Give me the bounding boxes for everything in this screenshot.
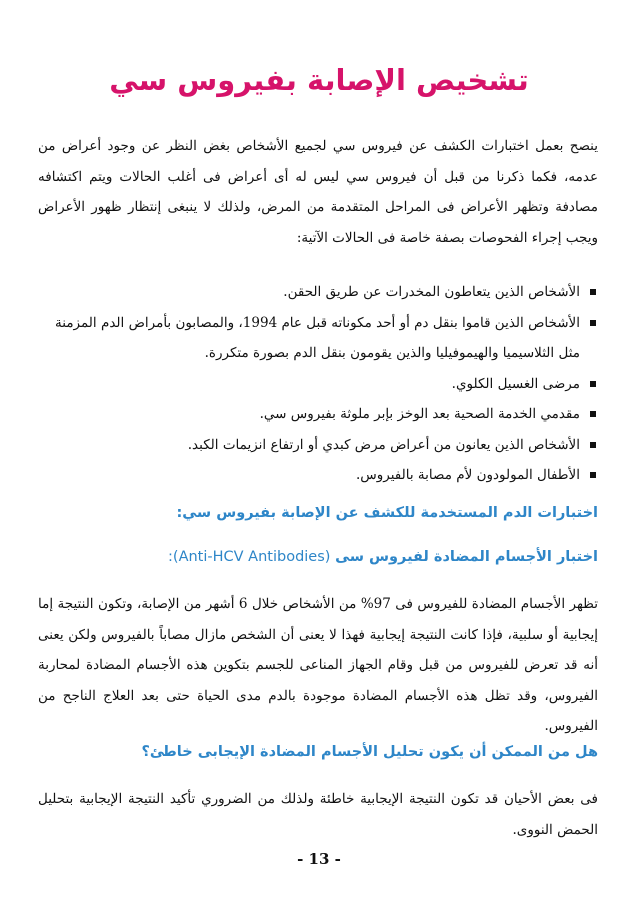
intro-paragraph: ينصح بعمل اختبارات الكشف عن فيروس سي لجميع الأشخاص بغض النظر عن وجود أعراض من عدمه، فكما ذكرنا من قبل أن فيروس سي ليس له أى أعراض فى أغلب الحالات ويتم اكتشافه مصادفة وتظهر الأعراض فى المراحل المتقدمة من المرض، ولذلك لا ينبغى إنتظار ظهور الأعراض ويجب إجراء الفحوصات بصفة خاصة فى الحالات الآتية:	[38, 138, 598, 246]
bullet-square-icon	[590, 289, 596, 295]
list-item-text: الأشخاص الذين يعانون من أعراض مرض كبدي أو ارتفاع انزيمات الكبد.	[187, 436, 580, 453]
list-item-text: الأطفال المولودون لأم مصابة بالفيروس.	[355, 467, 580, 483]
bullet-square-icon	[590, 442, 596, 448]
antibody-test-heading-arabic: اختبار الأجسام المضادة لفيروس سى	[335, 549, 598, 565]
antibody-test-heading-colon: :	[168, 549, 173, 565]
false-positive-heading: هل من الممكن أن يكون تحليل الأجسام المضادة الإيجابى خاطئ؟	[141, 744, 598, 760]
list-item-text: الأشخاص الذين يتعاطون المخدرات عن طريق الحقن.	[283, 284, 580, 300]
bullet-square-icon	[590, 472, 596, 478]
blood-tests-heading: اختبارات الدم المستخدمة للكشف عن الإصابة بفيروس سي:	[176, 505, 598, 521]
page-number: - 13 -	[297, 850, 341, 868]
list-item	[38, 277, 598, 308]
list-item	[38, 308, 598, 369]
antibody-paragraph: تظهر الأجسام المضادة للفيروس فى 97% من الأشخاص خلال 6 أشهر من الإصابة، وتكون النتيجة إما إيجابية أو سلبية، فإذا كانت النتيجة إيجابية فهذا لا يعنى أن الشخص مازال مصاباً بالفيروس ولكن يعنى أنه قد تعرض للفيروس من قبل وقام الجهاز المناعى للجسم بتكوين هذه الأجسام المضادة لمحاربة الفيروس، وقد تظل هذه الأجسام المضادة موجودة بالدم مدى الحياة حتى بعد العلاج الناجح من الفيروس.	[38, 596, 599, 734]
false-positive-paragraph: فى بعض الأحيان قد تكون النتيجة الإيجابية خاطئة ولذلك من الضروري تأكيد النتيجة الإيجابية بتحليل الحمض النووى.	[38, 791, 598, 838]
list-item	[38, 430, 598, 461]
bullet-square-icon	[590, 320, 596, 326]
list-item-text: مرضى الغسيل الكلوي.	[451, 375, 580, 392]
list-item-text: الأشخاص الذين قاموا بنقل دم أو أحد مكوناته قبل عام 1994، والمصابون بأمراض الدم المزمنة مثل الثلاسيميا والهيموفيليا والذين يقومون بنقل الدم بصورة متكررة.	[55, 314, 580, 361]
list-item-text: مقدمي الخدمة الصحية بعد الوخز بإبر ملوثة بفيروس سي.	[259, 406, 580, 422]
bullet-square-icon	[590, 411, 596, 417]
risk-groups-list	[38, 277, 598, 491]
antibody-test-heading	[168, 545, 598, 569]
bullet-square-icon	[590, 381, 596, 387]
list-item	[38, 399, 598, 430]
list-item	[38, 460, 598, 491]
page-title: تشخيص الإصابة بفيروس سي	[109, 63, 529, 97]
antibody-test-heading-english: (Anti-HCV Antibodies)	[172, 549, 331, 565]
list-item	[38, 369, 598, 400]
